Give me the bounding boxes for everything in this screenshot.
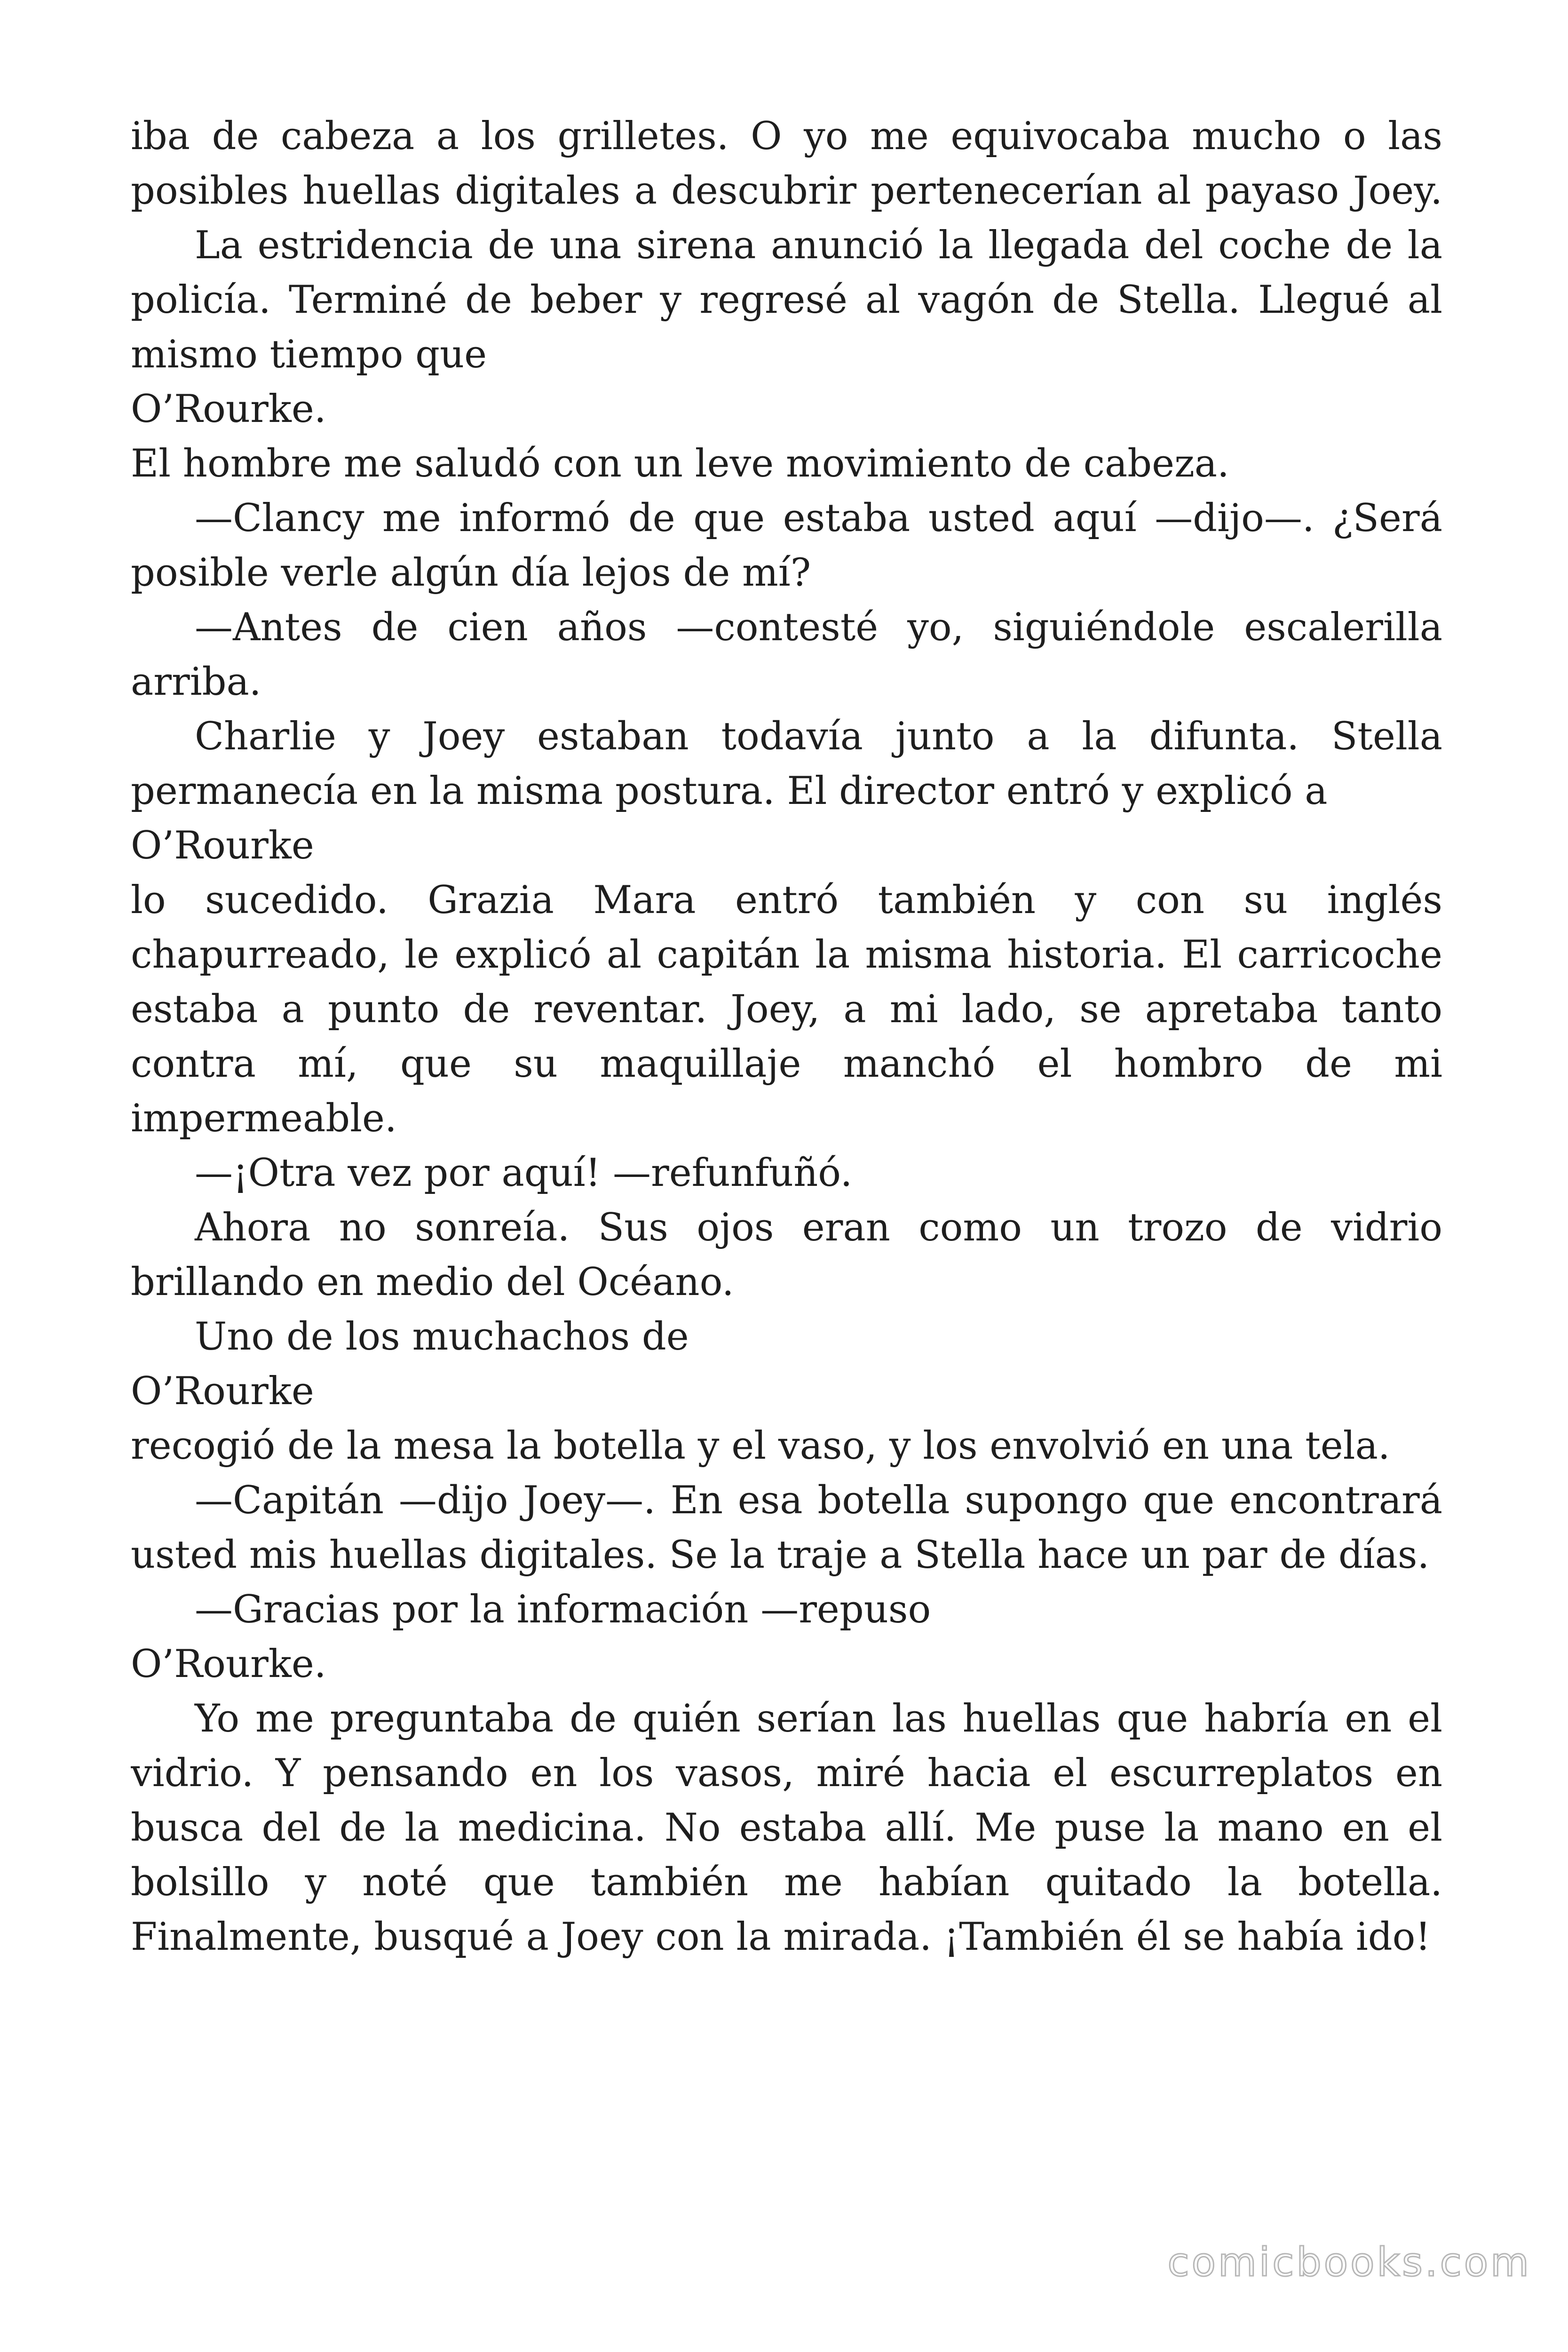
text-line: busca del de la medicina. No estaba allí. Me puse la mano en el [131,1806,1442,1850]
text-line: O’Rourke [131,1369,314,1414]
text-line: recogió de la mesa la botella y el vaso, y los envolvió en una tela. [131,1424,1390,1468]
text-line: La estridencia de una sirena anunció la llegada del coche de la [195,223,1442,268]
text-line: chapurreado, le explicó al capitán la misma historia. El carricoche [131,933,1442,977]
text-line: O’Rourke [131,824,314,868]
text-line: brillando en medio del Océano. [131,1260,734,1304]
text-line: policía. Terminé de beber y regresé al vagón de Stella. Llegué al [131,278,1442,322]
text-line: —¡Otra vez por aquí! —refunfuñó. [195,1151,853,1195]
watermark: comicbooks.com [1167,2239,1531,2285]
text-line: O’Rourke. [131,387,326,431]
text-line: usted mis huellas digitales. Se la traje a Stella hace un par de días. [131,1533,1430,1577]
text-line: posible verle algún día lejos de mí? [131,551,811,595]
text-line: —Clancy me informó de que estaba usted aquí —dijo—. ¿Será [195,496,1442,540]
text-line: posibles huellas digitales a descubrir pertenecerían al payaso Joey. [131,169,1442,213]
text-line: Charlie y Joey estaban todavía junto a la difunta. Stella [195,715,1442,759]
text-line: —Gracias por la información —repuso [195,1588,931,1632]
text-line: Finalmente, busqué a Joey con la mirada. ¡También él se había ido! [131,1915,1431,1959]
text-line: —Antes de cien años —contesté yo, siguiéndole escalerilla [195,605,1442,650]
text-line: contra mí, que su maquillaje manchó el hombro de mi [131,1042,1442,1086]
text-line: El hombre me saludó con un leve movimiento de cabeza. [131,442,1229,486]
text-line: lo sucedido. Grazia Mara entró también y con su inglés [131,878,1442,922]
text-line: —Capitán —dijo Joey—. En esa botella supongo que encontrará [195,1478,1442,1523]
text-line: mismo tiempo que [131,333,487,377]
text-line: arriba. [131,660,261,704]
text-line: estaba a punto de reventar. Joey, a mi lado, se apretaba tanto [131,987,1442,1032]
text-line: Ahora no sonreía. Sus ojos eran como un trozo de vidrio [195,1206,1442,1250]
text-line: vidrio. Y pensando en los vasos, miré hacia el escurreplatos en [131,1751,1442,1796]
page-text [131,109,1442,1964]
text-line: Yo me preguntaba de quién serían las huellas que habría en el [195,1697,1442,1741]
text-line: Uno de los muchachos de [195,1315,689,1359]
text-line: impermeable. [131,1097,397,1141]
text-line: bolsillo y noté que también me habían quitado la botella. [131,1860,1442,1905]
text-line: O’Rourke. [131,1642,326,1686]
text-line: permanecía en la misma postura. El director entró y explicó a [131,769,1328,813]
text-line: iba de cabeza a los grilletes. O yo me equivocaba mucho o las [131,114,1442,159]
